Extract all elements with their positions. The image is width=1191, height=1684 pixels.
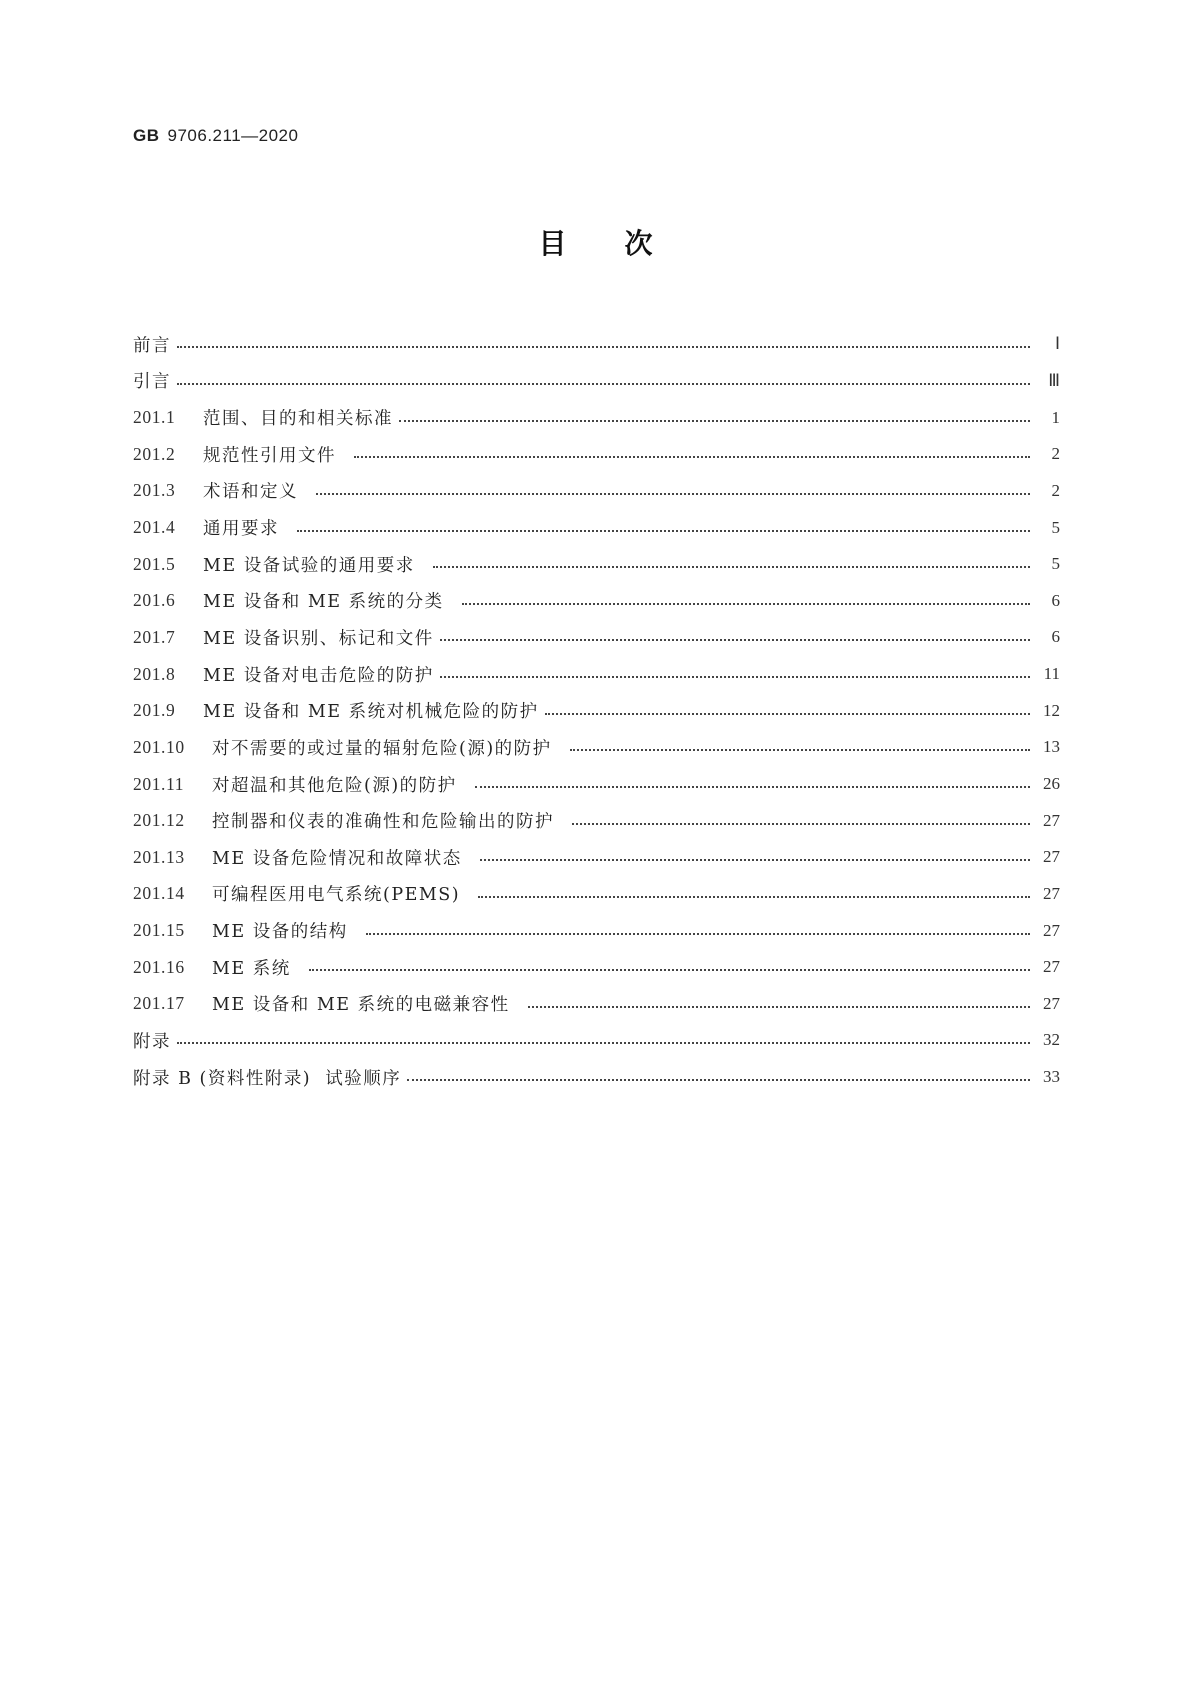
- dot-leader: [433, 566, 1030, 568]
- dot-leader: [478, 896, 1030, 898]
- standard-code: [133, 126, 298, 146]
- toc-entry-page: 27: [1043, 993, 1060, 1013]
- toc-entry-page: 33: [1043, 1067, 1060, 1087]
- toc-entry-201-1[interactable]: [133, 399, 1060, 436]
- dot-leader: [399, 420, 1030, 422]
- toc-entry-page: 27: [1043, 957, 1060, 977]
- toc-entry-page: Ⅲ: [1048, 370, 1060, 390]
- toc-entry-number: 201.16: [133, 956, 185, 977]
- toc-entry-title: 附录: [133, 1031, 171, 1052]
- toc-entry-title: 引言: [133, 372, 171, 393]
- toc-entry-201-5[interactable]: [133, 546, 1060, 583]
- toc-entry-number: 201.3: [133, 480, 176, 501]
- dot-leader: [177, 346, 1030, 348]
- dot-leader: [570, 749, 1030, 751]
- toc-entry-title: 规范性引用文件: [203, 445, 336, 466]
- toc-entry-number: 201.15: [133, 920, 185, 941]
- toc-entry-page: 6: [1051, 590, 1060, 610]
- toc-entry-201-12[interactable]: [133, 802, 1060, 839]
- toc-entry-201-16[interactable]: [133, 949, 1060, 986]
- toc-entry-201-3[interactable]: [133, 473, 1060, 510]
- toc-entry-page: 13: [1043, 737, 1060, 757]
- dot-leader: [480, 859, 1030, 861]
- dot-leader: [440, 639, 1030, 641]
- toc-entry-page: 6: [1051, 627, 1060, 647]
- toc-entry-annex-b[interactable]: [133, 1059, 1060, 1096]
- dot-leader: [309, 969, 1030, 971]
- toc-entry-number: 201.8: [133, 663, 176, 684]
- toc-entry-title: 术语和定义: [203, 482, 298, 503]
- toc-entry-201-4[interactable]: [133, 509, 1060, 546]
- toc-entry-number: 201.5: [133, 553, 176, 574]
- standard-prefix: GB: [133, 126, 160, 145]
- toc-entry-number: 201.12: [133, 810, 185, 831]
- toc-entry-number: 201.14: [133, 883, 185, 904]
- dot-leader: [354, 456, 1030, 458]
- toc-entry-page: 27: [1043, 810, 1060, 830]
- toc-entry-number: 201.11: [133, 773, 185, 794]
- title-char-1: 目: [538, 227, 567, 260]
- page-title: [0, 222, 1191, 262]
- toc-entry-number: 201.17: [133, 993, 185, 1014]
- dot-leader: [366, 933, 1030, 935]
- toc-entry-201-13[interactable]: [133, 839, 1060, 876]
- dot-leader: [572, 823, 1030, 825]
- toc-entry-number: 201.2: [133, 443, 176, 464]
- toc-entry-title: ME 设备和 ME 系统的电磁兼容性: [212, 995, 510, 1016]
- dot-leader: [528, 1006, 1030, 1008]
- toc-entry-number: 201.4: [133, 517, 176, 538]
- toc-entry-title: ME 设备危险情况和故障状态: [212, 848, 462, 869]
- standard-number: 9706.211—2020: [167, 126, 299, 145]
- toc-entry-title: 通用要求: [203, 519, 279, 540]
- dot-leader: [177, 1042, 1030, 1044]
- dot-leader: [297, 530, 1030, 532]
- toc-entry-foreword[interactable]: [133, 326, 1060, 363]
- toc-entry-number: 201.6: [133, 590, 176, 611]
- dot-leader: [462, 603, 1030, 605]
- toc-entry-page: 2: [1051, 444, 1060, 464]
- toc-entry-201-6[interactable]: [133, 582, 1060, 619]
- toc-entry-page: 27: [1043, 883, 1060, 903]
- toc-entry-title: 范围、目的和相关标准: [203, 409, 393, 430]
- toc-entry-page: 27: [1043, 920, 1060, 940]
- toc-entry-number: 201.9: [133, 700, 176, 721]
- toc-entry-title: 控制器和仪表的准确性和危险输出的防护: [212, 812, 554, 833]
- toc-entry-title: ME 设备试验的通用要求: [203, 555, 415, 576]
- toc-entry-title: 对不需要的或过量的辐射危险(源)的防护: [212, 738, 552, 759]
- toc-entry-title: ME 设备识别、标记和文件: [203, 628, 434, 649]
- toc-entry-page: 1: [1051, 407, 1060, 427]
- toc-entry-page: 5: [1051, 517, 1060, 537]
- toc-entry-title: ME 设备和 ME 系统的分类: [203, 592, 444, 613]
- toc-entry-title: ME 设备对电击危险的防护: [203, 665, 434, 686]
- toc-entry-title: 可编程医用电气系统(PEMS): [212, 885, 461, 906]
- toc-entry-201-7[interactable]: [133, 619, 1060, 656]
- toc-entry-introduction[interactable]: [133, 363, 1060, 400]
- dot-leader: [440, 676, 1030, 678]
- toc-entry-201-9[interactable]: [133, 692, 1060, 729]
- toc-entry-201-8[interactable]: [133, 656, 1060, 693]
- toc-entry-page: 11: [1043, 664, 1060, 684]
- toc-entry-title: ME 设备的结构: [212, 922, 348, 943]
- toc-entry-201-2[interactable]: [133, 436, 1060, 473]
- toc-entry-page: 26: [1043, 774, 1060, 793]
- title-char-2: 次: [624, 227, 653, 260]
- toc-entry-number: 201.10: [133, 736, 185, 757]
- table-of-contents: [133, 326, 1060, 1095]
- toc-entry-201-14[interactable]: [133, 876, 1060, 913]
- dot-leader: [545, 713, 1030, 715]
- toc-entry-title: ME 系统: [212, 958, 291, 979]
- toc-entry-201-15[interactable]: [133, 912, 1060, 949]
- toc-entry-title: 前言: [133, 335, 171, 356]
- toc-entry-page: Ⅰ: [1054, 334, 1060, 354]
- toc-entry-201-11[interactable]: [133, 766, 1060, 803]
- toc-entry-page: 32: [1043, 1030, 1060, 1050]
- toc-entry-title: ME 设备和 ME 系统对机械危险的防护: [203, 702, 539, 723]
- toc-entry-page: 27: [1043, 847, 1060, 867]
- toc-entry-number: 201.13: [133, 846, 185, 867]
- toc-entry-page: 5: [1051, 554, 1060, 574]
- toc-entry-annex[interactable]: [133, 1022, 1060, 1059]
- dot-leader: [316, 493, 1030, 495]
- toc-entry-number: 201.7: [133, 626, 176, 647]
- dot-leader: [177, 383, 1030, 385]
- toc-entry-201-17[interactable]: [133, 986, 1060, 1023]
- toc-entry-page: 12: [1043, 700, 1060, 720]
- dot-leader: [407, 1079, 1030, 1081]
- toc-entry-number: 201.1: [133, 407, 176, 428]
- toc-entry-title: 附录 B (资料性附录) 试验顺序: [133, 1068, 402, 1089]
- toc-entry-201-10[interactable]: [133, 729, 1060, 766]
- toc-entry-title: 对超温和其他危险(源)的防护: [212, 775, 457, 796]
- dot-leader: [475, 786, 1030, 788]
- toc-entry-page: 2: [1051, 480, 1060, 500]
